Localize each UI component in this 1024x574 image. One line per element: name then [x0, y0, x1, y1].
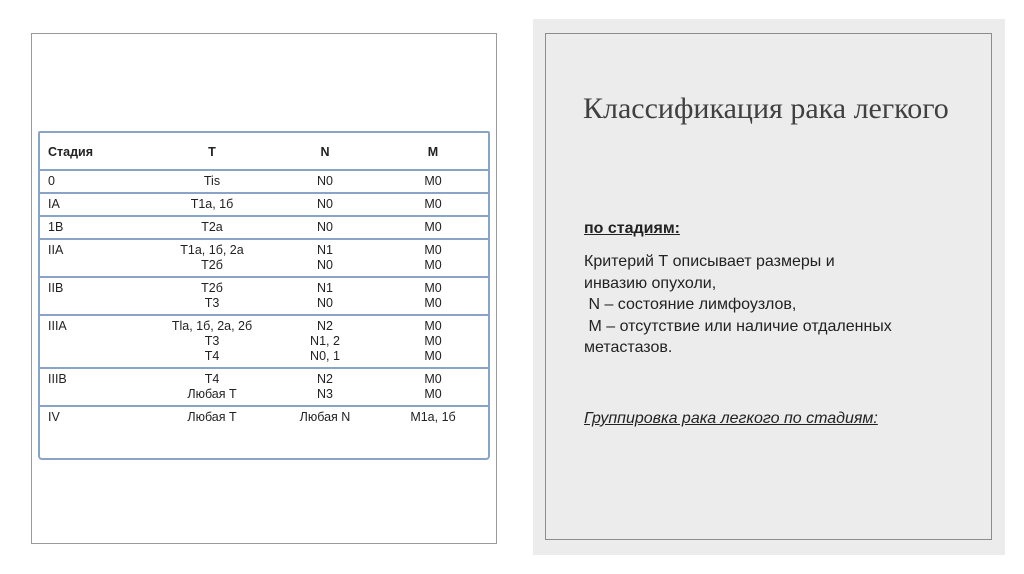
cell-line: N0 [317, 220, 333, 234]
cell-t [152, 239, 272, 277]
cell-stage: IIA [40, 239, 152, 277]
cell-line: M0 [424, 258, 442, 272]
cell-line: N2 [317, 319, 333, 333]
cell-line: M1a, 1б [410, 410, 456, 424]
cell-line: N0 [317, 296, 333, 310]
cell-m [378, 315, 488, 368]
cell-m [378, 239, 488, 277]
table-row [40, 368, 488, 406]
cell-line: N0 [317, 174, 333, 188]
cell-m [378, 193, 488, 216]
slide-title: Классификация рака легкого [583, 92, 949, 125]
cell-line: M0 [424, 174, 442, 188]
cell-n [272, 277, 378, 315]
cell-line: T3 [204, 334, 220, 348]
cell-stage: IIB [40, 277, 152, 315]
cell-line: M0 [424, 220, 442, 234]
header-stage: Стадия [48, 144, 94, 159]
cell-line: Tla, 1б, 2a, 2б [171, 319, 253, 333]
cell-m [378, 277, 488, 315]
cell-line: M0 [424, 243, 442, 257]
table-body [40, 170, 488, 428]
cell-stage: 1B [40, 216, 152, 239]
criteria-description [584, 251, 974, 359]
cell-m [378, 368, 488, 406]
cell-line: M0 [424, 349, 442, 363]
cell-n [272, 193, 378, 216]
description-line: Критерий Т описывает размеры и [584, 253, 835, 270]
cell-line: N0 [317, 197, 333, 211]
cell-line: M0 [424, 296, 442, 310]
cell-m [378, 216, 488, 239]
cell-line: M0 [424, 387, 442, 401]
header-m: M [427, 144, 439, 159]
cell-line: N1, 2 [310, 334, 340, 348]
header-t: T [208, 144, 216, 159]
staging-table [38, 131, 490, 460]
cell-line: N0 [317, 258, 333, 272]
cell-line: N0, 1 [310, 349, 340, 363]
cell-n [272, 170, 378, 193]
header-n: N [320, 144, 330, 159]
cell-line: Любая N [299, 410, 351, 424]
cell-line: Любая T [187, 387, 237, 401]
cell-m [378, 170, 488, 193]
table-row [40, 193, 488, 216]
cell-n [272, 368, 378, 406]
cell-t [152, 216, 272, 239]
cell-line: T2б [201, 281, 223, 295]
cell-t [152, 277, 272, 315]
cell-line: N1 [317, 243, 333, 257]
cell-n [272, 239, 378, 277]
table-header-row [40, 133, 488, 170]
cell-stage: 0 [40, 170, 152, 193]
cell-line: M0 [424, 372, 442, 386]
cell-t [152, 406, 272, 428]
table-row [40, 239, 488, 277]
cell-line: T2б [201, 258, 223, 272]
cell-stage: IIIB [40, 368, 152, 406]
cell-line: N2 [317, 372, 333, 386]
description-line: M – отсутствие или наличие отдаленных [584, 317, 892, 335]
cell-line: M0 [424, 319, 442, 333]
cell-n [272, 315, 378, 368]
cell-line: T4 [204, 372, 220, 386]
cell-m [378, 406, 488, 428]
cell-line: Любая T [187, 410, 237, 424]
table-row [40, 216, 488, 239]
cell-line: M0 [424, 281, 442, 295]
cell-line: T1a, 1б [190, 197, 234, 211]
cell-line: N3 [317, 387, 333, 401]
table-row [40, 277, 488, 315]
description-line: метастазов. [584, 339, 673, 356]
description-line: инвазию опухоли, [584, 274, 717, 292]
cell-stage: IV [40, 406, 152, 428]
cell-t [152, 193, 272, 216]
table-row [40, 315, 488, 368]
grouping-link[interactable]: Группировка рака легкого по стадиям: [584, 410, 878, 427]
cell-stage: IIIA [40, 315, 152, 368]
cell-line: T1a, 1б, 2a [180, 243, 244, 257]
cell-t [152, 315, 272, 368]
table-row [40, 406, 488, 428]
cell-t [152, 368, 272, 406]
stages-subheading: по стадиям: [584, 220, 681, 237]
cell-line: Tis [203, 174, 221, 188]
cell-line: T3 [204, 296, 220, 310]
cell-line: T2a [201, 220, 223, 234]
cell-line: N1 [317, 281, 333, 295]
description-line: N – состояние лимфоузлов, [584, 296, 797, 313]
table-row [40, 170, 488, 193]
cell-n [272, 216, 378, 239]
cell-line: T4 [204, 349, 220, 363]
cell-t [152, 170, 272, 193]
cell-line: M0 [424, 334, 442, 348]
cell-n [272, 406, 378, 428]
cell-line: M0 [424, 197, 442, 211]
cell-stage: IA [40, 193, 152, 216]
